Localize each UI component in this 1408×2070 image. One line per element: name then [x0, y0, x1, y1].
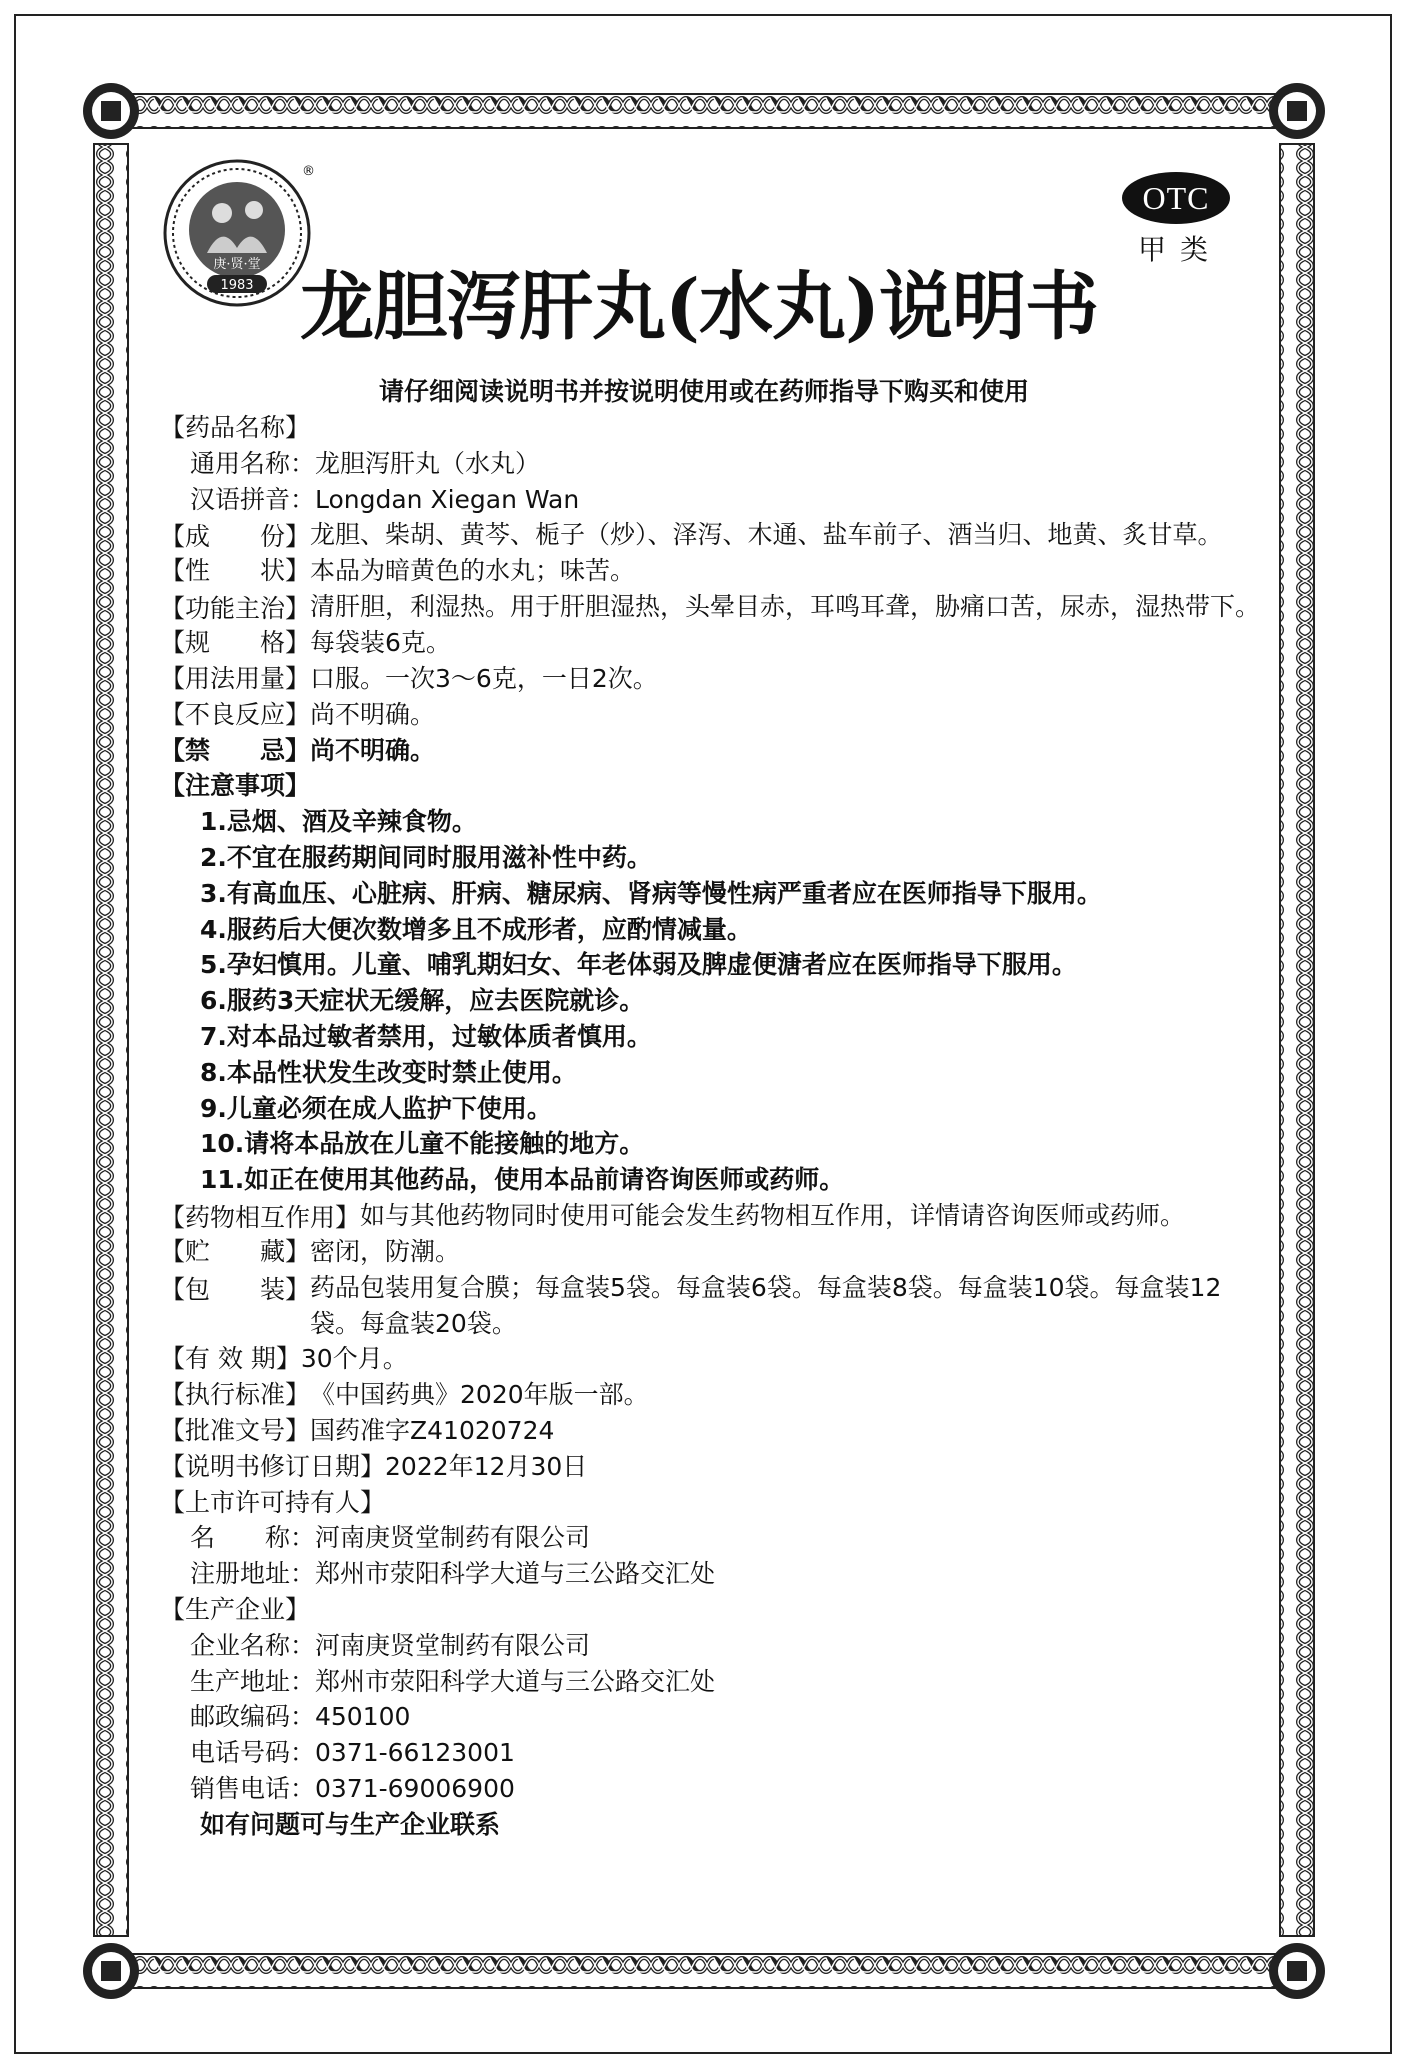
appearance-field	[160, 553, 1270, 589]
dosage-label: 【用法用量】	[160, 663, 311, 693]
standard-label: 【执行标准】	[160, 1380, 311, 1410]
section-heading-drug-name: 【药品名称】	[160, 413, 311, 442]
revision-value: 2022年12月30日	[385, 1451, 588, 1481]
appearance-value: 本品为暗黄色的水丸；味苦。	[310, 556, 636, 586]
corner-ornament-icon	[83, 1943, 139, 1999]
precaution-item: 8.本品性状发生改变时禁止使用。	[200, 1057, 577, 1087]
phone-number: 电话号码：0371-66123001	[190, 1738, 515, 1768]
storage-value: 密闭，防潮。	[310, 1236, 461, 1266]
contraindication-value: 尚不明确。	[310, 735, 436, 765]
leaflet-body	[160, 410, 1270, 1842]
approval-label: 【批准文号】	[160, 1415, 311, 1445]
validity-field	[160, 1341, 1270, 1377]
ingredients-value: 龙胆、柴胡、黄芩、栀子（炒）、泽泻、木通、盐车前子、酒当归、地黄、炙甘草。	[310, 520, 1223, 550]
revision-label: 【说明书修订日期】	[160, 1451, 386, 1481]
spec-field	[160, 625, 1270, 661]
indications-value: 清肝胆，利湿热。用于肝胆湿热，头晕目赤，耳鸣耳聋，胁痛口苦，尿赤，湿热带下。	[310, 592, 1261, 622]
section-heading-holder: 【上市许可持有人】	[160, 1487, 386, 1517]
dosage-value: 口服。一次3～6克，一日2次。	[310, 663, 658, 693]
indications-field	[160, 589, 1270, 625]
package-label: 【包 装】	[160, 1274, 311, 1304]
precaution-item: 2.不宜在服药期间同时服用滋补性中药。	[200, 842, 652, 872]
revision-field	[160, 1449, 1270, 1485]
logo-text: 庚·贤·堂	[213, 257, 261, 272]
spec-value: 每袋装6克。	[310, 628, 451, 658]
section-heading-precautions: 【注意事项】	[160, 771, 311, 801]
pinyin-name: 汉语拼音：Longdan Xiegan Wan	[190, 484, 580, 514]
sales-phone: 销售电话：0371-69006900	[190, 1773, 515, 1803]
package-field	[160, 1270, 1270, 1342]
postcode: 邮政编码：450100	[190, 1702, 411, 1732]
package-value: 药品包装用复合膜；每盒装5袋。每盒装6袋。每盒装8袋。每盒装10袋。每盒装12袋。每盒装20袋。	[310, 1272, 1222, 1338]
validity-label: 【有 效 期】	[160, 1344, 301, 1374]
ingredients-label: 【成 份】	[160, 522, 311, 552]
manufacturer-name: 企业名称：河南庚贤堂制药有限公司	[190, 1630, 591, 1660]
corner-ornament-icon	[83, 83, 139, 139]
generic-name: 通用名称：龙胆泻肝丸（水丸）	[190, 448, 541, 478]
holder-address: 注册地址：郑州市荥阳科学大道与三公路交汇处	[190, 1559, 716, 1589]
contraindication-field	[160, 733, 1270, 769]
registered-mark: ®	[302, 164, 315, 179]
brand-logo	[162, 158, 312, 308]
indications-label: 【功能主治】	[160, 594, 311, 624]
precaution-item: 7.对本品过敏者禁用，过敏体质者慎用。	[200, 1021, 652, 1051]
adverse-value: 尚不明确。	[310, 699, 436, 729]
section-heading-manufacturer: 【生产企业】	[160, 1594, 311, 1624]
contact-note: 如有问题可与生产企业联系	[200, 1809, 501, 1839]
spec-label: 【规 格】	[160, 628, 311, 658]
precaution-item: 11.如正在使用其他药品，使用本品前请咨询医师或药师。	[200, 1165, 845, 1195]
adverse-field	[160, 697, 1270, 733]
otc-class-label: 甲类	[1138, 233, 1223, 266]
logo-year: 1983	[220, 278, 254, 293]
standard-value: 《中国药典》2020年版一部。	[310, 1380, 649, 1410]
precaution-item: 4.服药后大便次数增多且不成形者，应酌情减量。	[200, 914, 752, 944]
interaction-label: 【药物相互作用】	[160, 1202, 361, 1232]
interaction-value: 如与其他药物同时使用可能会发生药物相互作用，详情请咨询医师或药师。	[360, 1200, 1186, 1230]
document-subtitle: 请仔细阅读说明书并按说明使用或在药师指导下购买和使用	[378, 377, 1029, 406]
precaution-item: 1.忌烟、酒及辛辣食物。	[200, 807, 477, 837]
holder-name: 名 称：河南庚贤堂制药有限公司	[190, 1523, 591, 1553]
storage-field	[160, 1234, 1270, 1270]
precaution-item: 9.儿童必须在成人监护下使用。	[200, 1093, 552, 1123]
storage-label: 【贮 藏】	[160, 1236, 311, 1266]
standard-field	[160, 1377, 1270, 1413]
otc-badge: OTC	[1122, 172, 1230, 224]
corner-ornament-icon	[1269, 83, 1325, 139]
precaution-item: 10.请将本品放在儿童不能接触的地方。	[200, 1129, 645, 1159]
corner-ornament-icon	[1269, 1943, 1325, 1999]
precaution-item: 5.孕妇慎用。儿童、哺乳期妇女、年老体弱及脾虚便溏者应在医师指导下服用。	[200, 950, 1077, 980]
contraindication-label: 【禁 忌】	[160, 735, 311, 765]
appearance-label: 【性 状】	[160, 556, 311, 586]
adverse-label: 【不良反应】	[160, 699, 311, 729]
interaction-field	[160, 1198, 1270, 1234]
manufacturer-address: 生产地址：郑州市荥阳科学大道与三公路交汇处	[190, 1666, 716, 1696]
document-title: 龙胆泻肝丸(水丸)说明书	[300, 264, 1099, 350]
precaution-item: 3.有高血压、心脏病、肝病、糖尿病、肾病等慢性病严重者应在医师指导下服用。	[200, 878, 1102, 908]
precaution-item: 6.服药3天症状无缓解，应去医院就诊。	[200, 986, 645, 1016]
approval-field	[160, 1413, 1270, 1449]
validity-value: 30个月。	[300, 1344, 408, 1374]
dosage-field	[160, 661, 1270, 697]
ingredients-field	[160, 517, 1270, 553]
approval-value: 国药准字Z41020724	[310, 1415, 555, 1445]
